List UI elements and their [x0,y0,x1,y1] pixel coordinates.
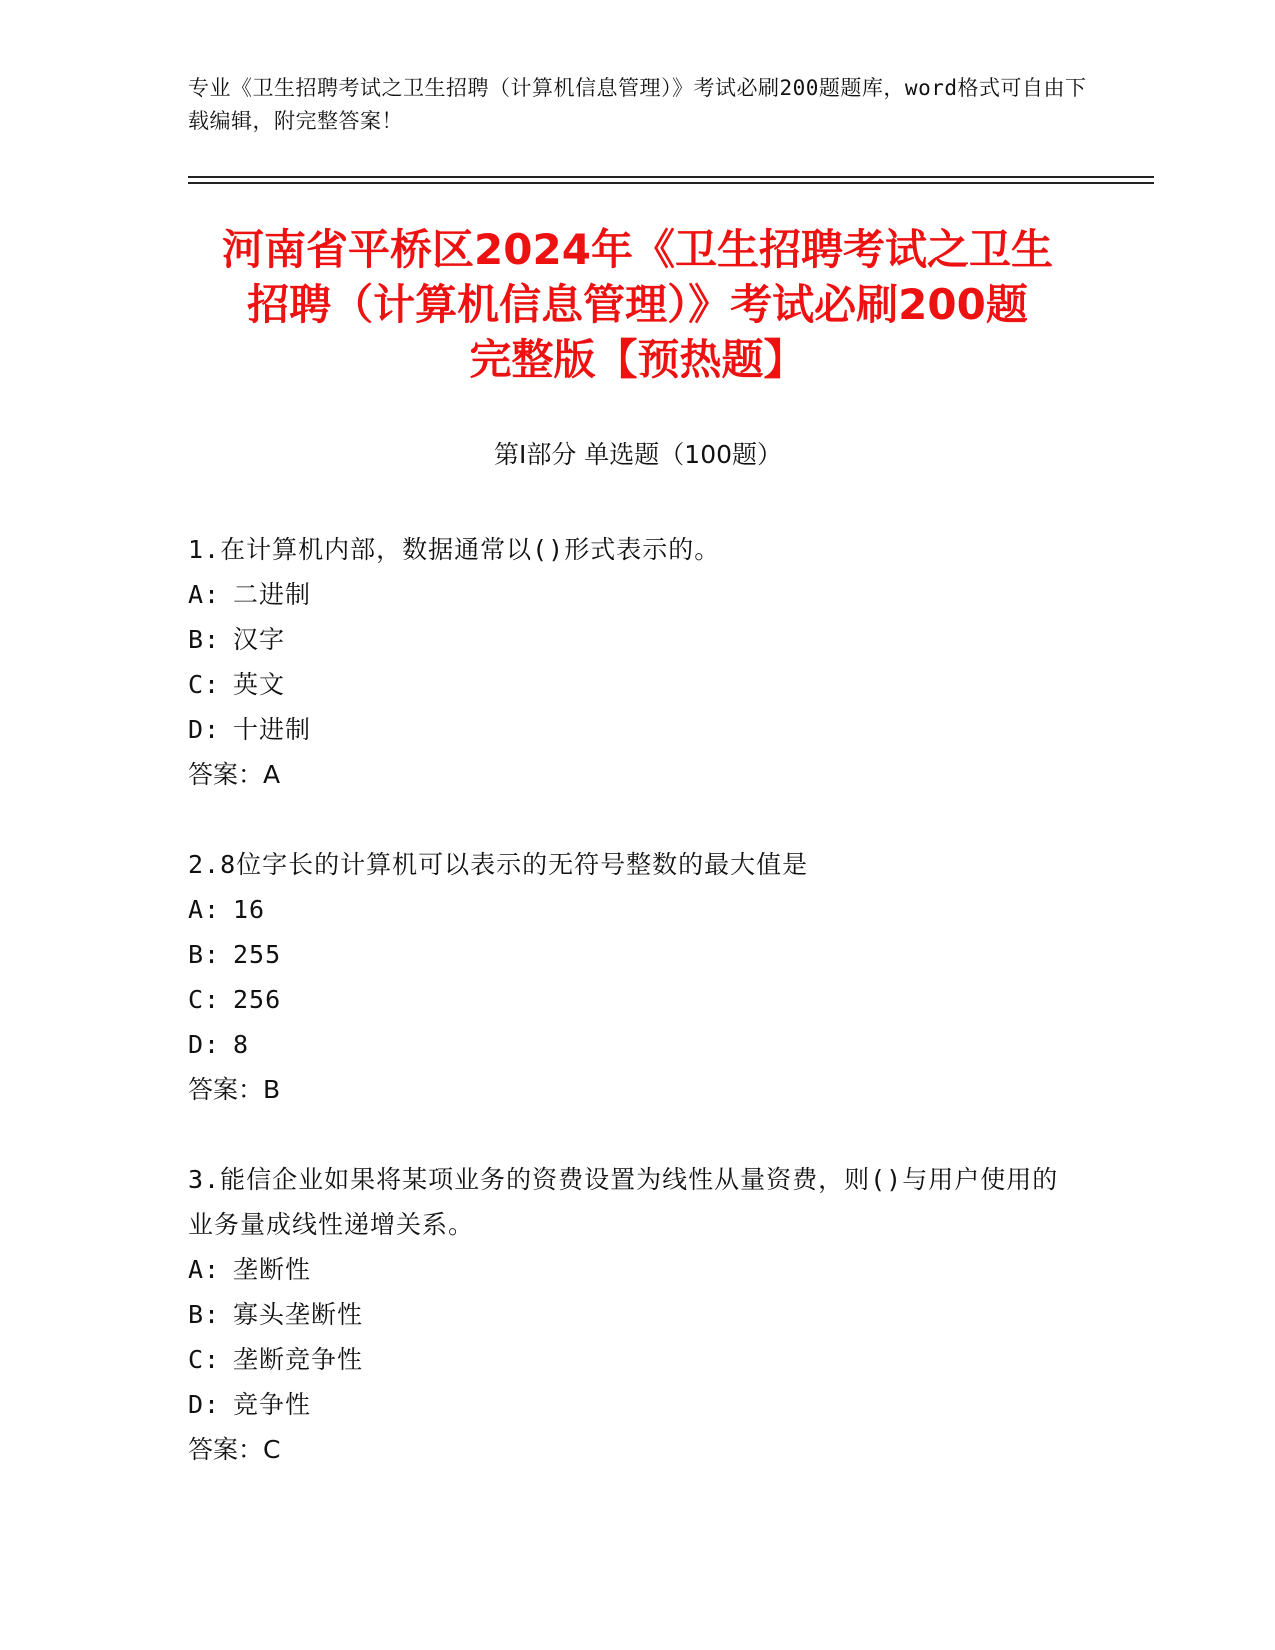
option-a [188,1247,1068,1292]
option-text: 十进制 [233,715,312,744]
option-key: A: [188,1255,221,1284]
option-d [188,1382,1068,1427]
option-text: 16 [233,895,266,924]
option-key: C: [188,670,221,699]
option-text: 垄断竞争性 [233,1345,364,1374]
question-stem: 1.在计算机内部，数据通常以()形式表示的。 [188,535,721,564]
option-key: D: [188,1390,221,1419]
option-c [188,977,1068,1022]
option-b [188,617,1068,662]
answer: 答案：A [188,760,281,789]
option-b [188,932,1068,977]
answer: 答案：B [188,1075,281,1104]
option-key: B: [188,940,221,969]
question-stem: 3.能信企业如果将某项业务的资费设置为线性从量资费，则()与用户使用的业务量成线性递增关系。 [188,1165,1059,1239]
option-text: 汉字 [233,625,286,654]
option-text: 英文 [233,670,286,699]
option-a [188,572,1068,617]
answer: 答案：C [188,1435,281,1464]
option-key: A: [188,895,221,924]
option-key: D: [188,715,221,744]
header-divider-bottom [188,182,1154,184]
option-b [188,1292,1068,1337]
question-list [188,527,1068,1517]
option-text: 256 [233,985,282,1014]
question-3 [188,1157,1068,1472]
title-line-1: 河南省平桥区2024年《卫生招聘考试之卫生 [222,225,1053,274]
option-d [188,707,1068,752]
option-key: C: [188,985,221,1014]
option-text: 寡头垄断性 [233,1300,364,1329]
option-key: B: [188,625,221,654]
option-a [188,887,1068,932]
question-2 [188,842,1068,1112]
option-text: 竞争性 [233,1390,312,1419]
option-c [188,662,1068,707]
title-line-2: 招聘（计算机信息管理）》考试必刷200题 [247,280,1028,329]
option-key: A: [188,580,221,609]
header-divider-top [188,176,1154,178]
question-1 [188,527,1068,797]
title-line-3: 完整版【预热题】 [469,335,806,384]
option-text: 二进制 [233,580,312,609]
document-title [160,222,1115,387]
option-text: 8 [233,1030,250,1059]
option-key: C: [188,1345,221,1374]
header-note: 专业《卫生招聘考试之卫生招聘（计算机信息管理）》考试必刷200题题库，word格式可自由下载编辑，附完整答案！ [188,76,1087,133]
question-stem: 2.8位字长的计算机可以表示的无符号整数的最大值是 [188,850,809,879]
section-heading: 第Ⅰ部分 单选题（100题） [493,440,783,469]
option-key: D: [188,1030,221,1059]
option-d [188,1022,1068,1067]
option-key: B: [188,1300,221,1329]
option-text: 垄断性 [233,1255,312,1284]
option-c [188,1337,1068,1382]
option-text: 255 [233,940,282,969]
